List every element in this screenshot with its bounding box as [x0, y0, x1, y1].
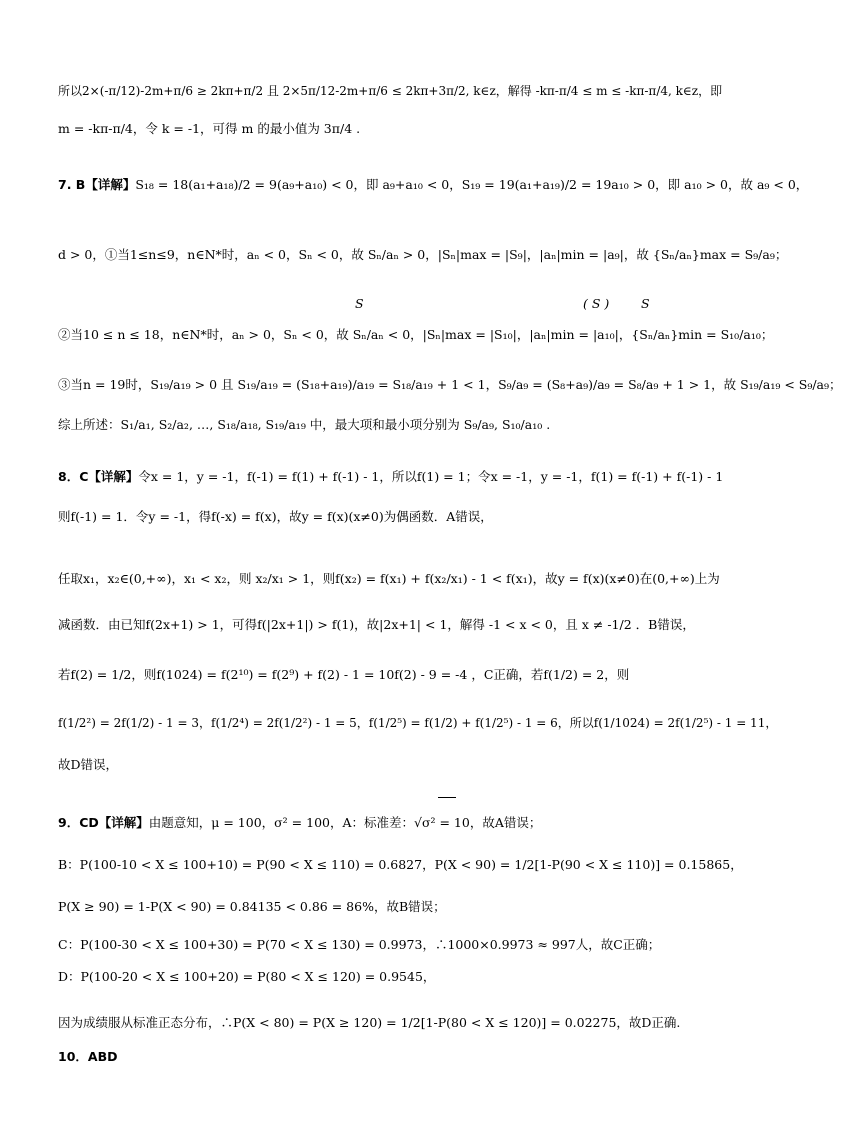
- q9-line-4: C：P(100-30 < X ≤ 100+30) = P(70 < X ≤ 130) = 0.9973，∴1000×0.9973 ≈ 997人，故C正确；: [58, 937, 661, 952]
- q7-stray-symbol-2: ( S ): [583, 296, 610, 311]
- q7-summary-line: 综上所述：S₁/a₁, S₂/a₂, …, S₁₈/a₁₈, S₁₉/a₁₉ 中，最大项和最小项分别为 S₉/a₉, S₁₀/a₁₀ .: [58, 417, 551, 432]
- q8-line-4: 减函数．由已知f(2x+1) > 1，可得f(|2x+1|) > f(1)，故|2x+1| < 1，解得 -1 < x < 0，且 x ≠ -1/2 ．B错误，: [58, 617, 695, 632]
- q7-line-2: d > 0，①当1≤n≤9，n∈N*时，aₙ < 0，Sₙ < 0，故 Sₙ/aₙ > 0，|Sₙ|max = |S₉|，|aₙ|min = |a₉|，故 {Sₙ/aₙ}max = S₉/a₉；: [58, 247, 788, 262]
- q9-line-2: B：P(100-10 < X ≤ 100+10) = P(90 < X ≤ 110) = 0.6827，P(X < 90) = 1/2[1-P(90 < X ≤ 110)] = 0.15865，: [58, 857, 743, 872]
- q7-stray-symbol-3: S: [641, 296, 650, 311]
- q9-line-6: 因为成绩服从标准正态分布，∴P(X < 80) = P(X ≥ 120) = 1/2[1-P(80 < X ≤ 120)] = 0.02275，故D正确.: [58, 1015, 681, 1030]
- q8-line-6: f(1/2²) = 2f(1/2) - 1 = 3，f(1/2⁴) = 2f(1/2²) - 1 = 5，f(1/2⁵) = f(1/2) + f(1/2⁵) - 1 = 6，所以f(1/1024) = 2f(1/2⁵) - 1 = 11，: [58, 716, 778, 730]
- q6-inequality-line: 所以2×(-π/12)-2m+π/6 ≥ 2kπ+π/2 且 2×5π/12-2m+π/6 ≤ 2kπ+3π/2, k∈z，解得 -kπ-π/4 ≤ m ≤ -kπ-π/4, k∈z，即: [58, 84, 723, 98]
- q9-line-1: [58, 812, 760, 834]
- q9-line-3: P(X ≥ 90) = 1-P(X < 90) = 0.84135 < 0.86 = 86%，故B错误；: [58, 899, 446, 914]
- q9-line-5: D：P(100-20 < X ≤ 100+20) = P(80 < X ≤ 120) = 0.9545，: [58, 969, 436, 984]
- q7-line-1: [58, 174, 809, 196]
- q8-line-5: 若f(2) = 1/2，则f(1024) = f(2¹⁰) = f(2⁹) + f(2) - 1 = 10f(2) - 9 = -4 ，C正确，若f(1/2) = 2，则: [58, 667, 630, 682]
- q7-answer-heading: 7. B【详解】: [58, 177, 136, 192]
- q8-line-1-text: 令x = 1，y = -1，f(-1) = f(1) + f(-1) - 1，所以f(1) = 1；令x = -1，y = -1，f(1) = f(-1) + f(-1) - 1: [138, 469, 724, 484]
- q8-line-7: 故D错误，: [58, 757, 119, 772]
- q7-line-3: ②当10 ≤ n ≤ 18，n∈N*时，aₙ > 0，Sₙ < 0，故 Sₙ/aₙ < 0，|Sₙ|max = |S₁₀|，|aₙ|min = |a₁₀|，{Sₙ/aₙ}min = S₁₀/a₁₀；: [58, 327, 774, 342]
- q8-line-3: 任取x₁，x₂∈(0,+∞)，x₁ < x₂，则 x₂/x₁ > 1，则f(x₂) = f(x₁) + f(x₂/x₁) - 1 < f(x₁)，故y = f(x)(x≠0)在(0,+∞)上为: [58, 571, 720, 586]
- q7-line-4: ③当n = 19时，S₁₉/a₁₉ > 0 且 S₁₉/a₁₉ = (S₁₈+a₁₉)/a₁₉ = S₁₈/a₁₉ + 1 < 1，S₉/a₉ = (S₈+a₉)/a₉ = S₈/a₉ + 1 > 1，故 S₁₉/a₁₉ < S₉/a₉；: [58, 377, 842, 392]
- q9-line-1-text: 由题意知，μ = 100，σ² = 100，A：标准差：√σ² = 10，故A错误；: [148, 815, 542, 830]
- q9-answer-heading: 9．CD【详解】: [58, 815, 149, 830]
- stray-rule: [438, 797, 456, 798]
- q10-answer-heading: 10．ABD: [58, 1049, 118, 1064]
- q7-stray-symbol-1: S: [355, 296, 364, 311]
- q8-answer-heading: 8．C【详解】: [58, 469, 139, 484]
- q6-conclusion-line: m = -kπ-π/4，令 k = -1，可得 m 的最小值为 3π/4 .: [58, 121, 361, 136]
- q7-line-1-text: S₁₈ = 18(a₁+a₁₈)/2 = 9(a₉+a₁₀) < 0，即 a₉+a₁₀ < 0，S₁₉ = 19(a₁+a₁₉)/2 = 19a₁₀ > 0，即 a₁₀ > 0，故 a₉ < 0，: [135, 177, 809, 192]
- q8-line-1: [58, 466, 760, 488]
- q8-line-2: 则f(-1) = 1．令y = -1，得f(-x) = f(x)，故y = f(x)(x≠0)为偶函数．A错误，: [58, 509, 493, 524]
